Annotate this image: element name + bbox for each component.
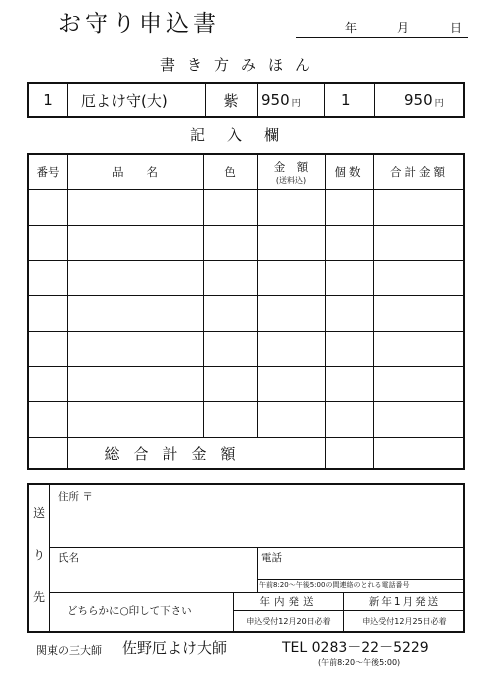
example-subtotal-unit: 円: [434, 99, 444, 109]
footer-temple-name: 佐野厄よけ大師: [122, 639, 228, 657]
side-label-3: 先: [33, 590, 46, 604]
col-header-color: 色: [224, 165, 236, 179]
footer-tel: TEL 0283－22－5229: [282, 640, 429, 656]
footer-tagline: 関東の三大師: [36, 644, 102, 657]
entry-row-3[interactable]: [29, 261, 465, 295]
col-header-price-note: (送料込): [275, 176, 307, 185]
entry-table: [27, 153, 465, 470]
footer-hours: (午前8:20〜午後5:00): [318, 658, 401, 667]
example-price-cell: [261, 84, 301, 116]
option-new-year-title[interactable]: 新年1月発送: [368, 596, 441, 608]
side-label-1: 送: [33, 506, 46, 520]
grand-total-field[interactable]: [374, 438, 465, 470]
side-label-2: り: [33, 548, 46, 562]
shipping-section: [27, 483, 465, 633]
choose-instruction: どちらかに○印して下さい: [67, 605, 192, 617]
col-header-qty: 個数: [334, 165, 364, 179]
col-header-price: 金 額: [273, 160, 309, 174]
entry-row-2[interactable]: [29, 226, 465, 260]
entry-row-4[interactable]: [29, 296, 465, 331]
example-row: [27, 82, 465, 118]
date-day-label: 日: [450, 21, 463, 35]
name-field[interactable]: [50, 548, 257, 591]
date-line: [296, 37, 468, 38]
date-month-label: 月: [397, 21, 410, 35]
entry-heading: 記入欄: [190, 126, 302, 144]
col-header-subtotal: 合計金額: [390, 165, 448, 179]
example-color: 紫: [223, 91, 239, 110]
option-year-end-note: 申込受付12月20日必着: [246, 616, 331, 626]
example-subtotal-cell: [404, 84, 444, 116]
name-label: 氏名: [58, 552, 79, 564]
entry-row-7[interactable]: [29, 402, 465, 437]
entry-row-5[interactable]: [29, 332, 465, 366]
option-new-year-note: 申込受付12月25日必着: [362, 616, 447, 626]
entry-row-1[interactable]: [29, 190, 465, 225]
option-year-end-title[interactable]: 年内発送: [259, 596, 318, 608]
col-header-price-cell: [257, 155, 325, 189]
phone-field[interactable]: [258, 548, 465, 579]
phone-label: 電話: [261, 552, 282, 564]
example-number: 1: [43, 91, 53, 109]
example-item: 厄よけ守(大): [81, 91, 168, 110]
example-price: 950: [261, 91, 290, 109]
address-label: 住所 〒: [58, 491, 93, 503]
grand-total-label: 総合計金額: [104, 445, 250, 463]
phone-note: 午前8:20〜午後5:00の間連絡のとれる電話番号: [259, 581, 410, 589]
col-header-number: 番号: [36, 165, 60, 179]
entry-row-6[interactable]: [29, 367, 465, 401]
address-field[interactable]: [50, 485, 465, 547]
date-year-label: 年: [345, 21, 358, 35]
col-header-item: 品 名: [112, 165, 158, 179]
example-heading: 書き方みほん: [160, 56, 323, 74]
example-subtotal: 950: [404, 91, 433, 109]
page-title: お守り申込書: [58, 11, 220, 37]
example-price-unit: 円: [291, 99, 301, 109]
example-qty: 1: [341, 91, 351, 109]
